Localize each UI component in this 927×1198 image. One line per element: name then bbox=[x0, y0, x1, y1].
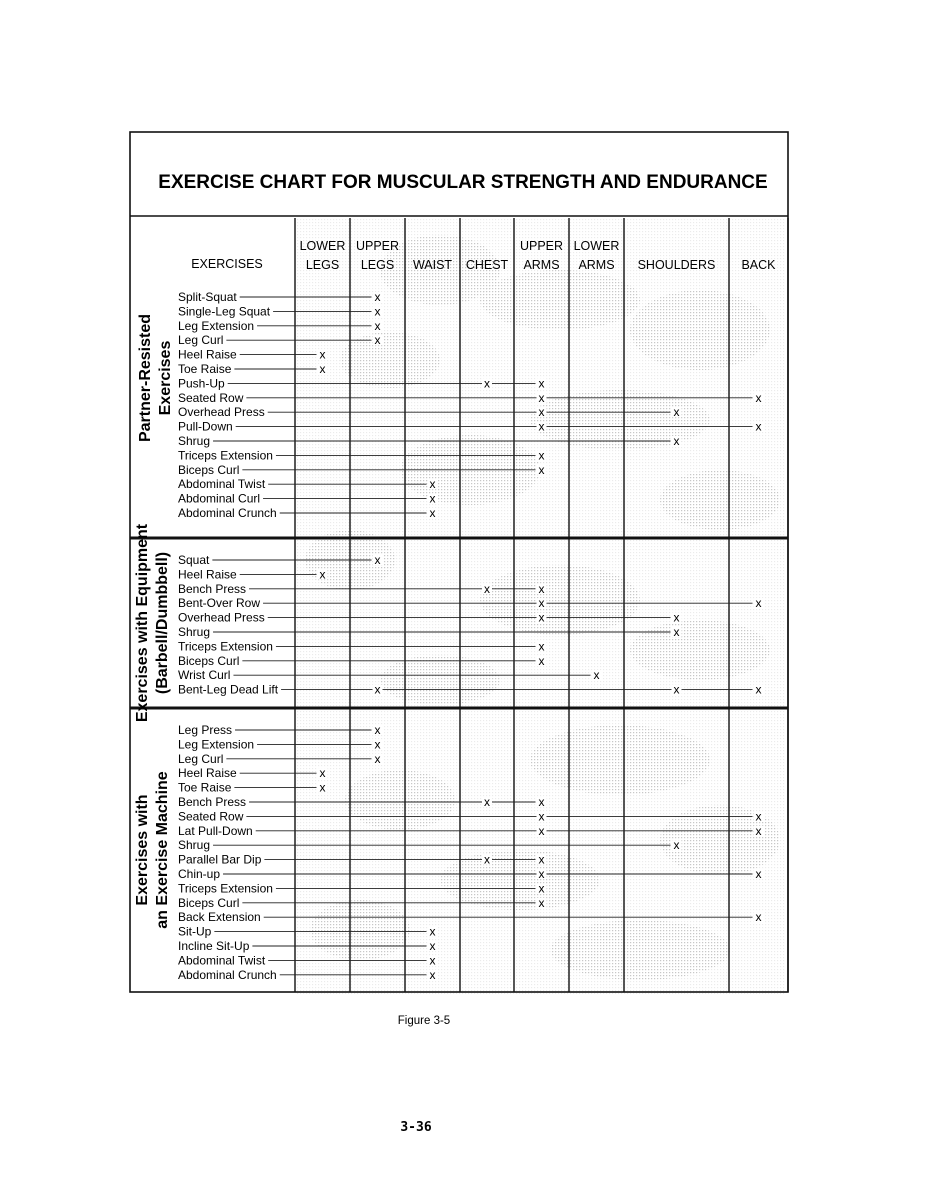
column-header: LEGS bbox=[360, 258, 395, 272]
exercise-name: Bent-Over Row bbox=[178, 596, 261, 611]
exercise-mark: x bbox=[538, 881, 545, 896]
exercise-name: Push-Up bbox=[178, 376, 225, 391]
exercise-mark: x bbox=[374, 682, 381, 697]
exercise-name: Shrug bbox=[178, 838, 211, 853]
exercise-mark: x bbox=[484, 376, 490, 391]
exercise-name: Leg Extension bbox=[178, 318, 255, 333]
exercise-name: Heel Raise bbox=[178, 347, 237, 362]
section-label: Exercises with bbox=[134, 794, 152, 906]
exercise-mark: x bbox=[755, 390, 762, 405]
figure-caption: Figure 3-5 bbox=[397, 1015, 451, 1027]
exercise-mark: x bbox=[593, 668, 600, 683]
exercise-mark: x bbox=[429, 506, 436, 520]
exercise-name: Bent-Leg Dead Lift bbox=[178, 682, 279, 697]
exercise-mark: x bbox=[374, 318, 381, 333]
exercise-mark: x bbox=[538, 610, 545, 625]
exercise-mark: x bbox=[755, 419, 762, 434]
page-number: 3-36 bbox=[400, 1120, 432, 1135]
exercise-mark: x bbox=[538, 852, 545, 867]
exercise-mark: x bbox=[538, 795, 545, 809]
exercise-name: Wrist Curl bbox=[178, 668, 231, 683]
exercise-name: Leg Curl bbox=[178, 333, 224, 348]
exercise-mark: x bbox=[538, 823, 545, 838]
exercise-name: Back Extension bbox=[178, 910, 261, 925]
exercise-name: Triceps Extension bbox=[178, 448, 273, 463]
exercise-mark: x bbox=[319, 362, 326, 376]
exercise-name: Leg Curl bbox=[178, 751, 224, 766]
exercise-mark: x bbox=[429, 491, 436, 506]
exercise-name: Seated Row bbox=[178, 390, 244, 405]
exercise-mark: x bbox=[673, 405, 680, 420]
column-header: CHEST bbox=[465, 258, 509, 272]
exercise-mark: x bbox=[538, 809, 545, 824]
exercise-mark: x bbox=[484, 795, 490, 809]
exercise-name: Seated Row bbox=[178, 809, 244, 824]
exercise-mark: x bbox=[374, 751, 381, 766]
exercise-name: Bench Press bbox=[178, 581, 247, 596]
exercise-mark: x bbox=[538, 462, 545, 477]
exercise-mark: x bbox=[374, 723, 381, 737]
section-label: Exercises bbox=[157, 340, 175, 416]
chart-title: EXERCISE CHART FOR MUSCULAR STRENGTH AND ENDURANCE bbox=[158, 172, 768, 193]
exercise-mark: x bbox=[374, 553, 381, 567]
exercise-mark: x bbox=[673, 682, 680, 697]
exercise-name: Leg Press bbox=[178, 723, 233, 737]
exercise-mark: x bbox=[673, 838, 680, 853]
exercise-mark: x bbox=[755, 809, 762, 824]
exercise-mark: x bbox=[538, 895, 545, 910]
exercise-name: Overhead Press bbox=[178, 405, 265, 420]
column-header-line1: UPPER bbox=[355, 239, 400, 253]
exercise-name: Toe Raise bbox=[178, 780, 232, 795]
exercise-mark: x bbox=[755, 823, 762, 838]
exercise-name: Triceps Extension bbox=[178, 881, 273, 896]
exercise-mark: x bbox=[374, 304, 381, 319]
exercise-name: Biceps Curl bbox=[178, 462, 240, 477]
column-header: BACK bbox=[741, 258, 776, 272]
exercise-mark: x bbox=[538, 581, 545, 596]
exercise-mark: x bbox=[484, 581, 490, 596]
exercise-mark: x bbox=[538, 405, 545, 420]
exercise-name: Abdominal Twist bbox=[178, 953, 266, 968]
exercise-name: Shrug bbox=[178, 434, 211, 448]
exercise-mark: x bbox=[374, 333, 381, 348]
exercise-mark: x bbox=[429, 477, 436, 492]
exercise-mark: x bbox=[429, 924, 436, 939]
exercise-name: Heel Raise bbox=[178, 567, 237, 582]
exercise-mark: x bbox=[538, 448, 545, 463]
exercise-mark: x bbox=[319, 766, 326, 781]
exercise-mark: x bbox=[755, 682, 762, 697]
exercise-mark: x bbox=[538, 639, 545, 654]
exercise-mark: x bbox=[538, 419, 545, 434]
exercise-name: Triceps Extension bbox=[178, 639, 273, 654]
exercise-mark: x bbox=[538, 653, 545, 668]
exercise-mark: x bbox=[429, 953, 436, 968]
exercise-name: Split-Squat bbox=[178, 290, 237, 304]
exercise-mark: x bbox=[429, 939, 436, 953]
exercise-mark: x bbox=[374, 737, 381, 752]
column-header: ARMS bbox=[523, 258, 560, 272]
exercise-name: Chin-up bbox=[178, 867, 221, 881]
section-label: Partner-Resisted bbox=[137, 313, 155, 443]
exercise-name: Biceps Curl bbox=[178, 653, 240, 668]
exercise-name: Overhead Press bbox=[178, 610, 265, 625]
exercise-mark: x bbox=[319, 567, 326, 582]
section-label: Exercises with Equipment bbox=[134, 523, 152, 723]
column-header: ARMS bbox=[578, 258, 615, 272]
column-header: LEGS bbox=[305, 258, 340, 272]
exercise-mark: x bbox=[319, 347, 326, 362]
exercise-name: Abdominal Crunch bbox=[178, 967, 277, 982]
section-label: an Exercise Machine bbox=[154, 771, 172, 929]
exercise-mark: x bbox=[319, 780, 326, 795]
column-header-line1: LOWER bbox=[299, 239, 346, 253]
exercise-name: Squat bbox=[178, 553, 210, 567]
exercise-name: Parallel Bar Dip bbox=[178, 852, 262, 867]
exercise-mark: x bbox=[538, 596, 545, 611]
exercise-name: Single-Leg Squat bbox=[178, 304, 271, 319]
exercise-name: Sit-Up bbox=[178, 924, 212, 939]
exercise-mark: x bbox=[755, 910, 762, 925]
exercise-name: Pull-Down bbox=[178, 419, 233, 434]
exercise-name: Incline Sit-Up bbox=[178, 939, 250, 953]
exercise-mark: x bbox=[484, 852, 490, 867]
exercises-header: EXERCISES bbox=[191, 257, 263, 271]
exercise-name: Lat Pull-Down bbox=[178, 823, 253, 838]
column-header: SHOULDERS bbox=[637, 258, 716, 272]
exercise-mark: x bbox=[673, 610, 680, 625]
exercise-mark: x bbox=[374, 290, 381, 304]
column-header: WAIST bbox=[412, 258, 453, 272]
exercise-mark: x bbox=[755, 596, 762, 611]
exercise-name: Biceps Curl bbox=[178, 895, 240, 910]
exercise-mark: x bbox=[538, 867, 545, 881]
exercise-name: Shrug bbox=[178, 625, 211, 639]
section-label: (Barbell/Dumbbell) bbox=[154, 551, 172, 695]
exercise-mark: x bbox=[538, 376, 545, 391]
exercise-mark: x bbox=[429, 967, 436, 982]
column-header-line1: LOWER bbox=[573, 239, 620, 253]
exercise-name: Toe Raise bbox=[178, 362, 232, 376]
exercise-name: Bench Press bbox=[178, 795, 247, 809]
exercise-mark: x bbox=[673, 625, 680, 639]
exercise-name: Leg Extension bbox=[178, 737, 255, 752]
exercise-name: Abdominal Twist bbox=[178, 477, 266, 492]
exercise-mark: x bbox=[673, 434, 680, 448]
exercise-name: Abdominal Curl bbox=[178, 491, 261, 506]
exercise-mark: x bbox=[538, 390, 545, 405]
exercise-name: Abdominal Crunch bbox=[178, 506, 277, 520]
column-header-line1: UPPER bbox=[519, 239, 564, 253]
exercise-mark: x bbox=[755, 867, 762, 881]
exercise-name: Heel Raise bbox=[178, 766, 237, 781]
